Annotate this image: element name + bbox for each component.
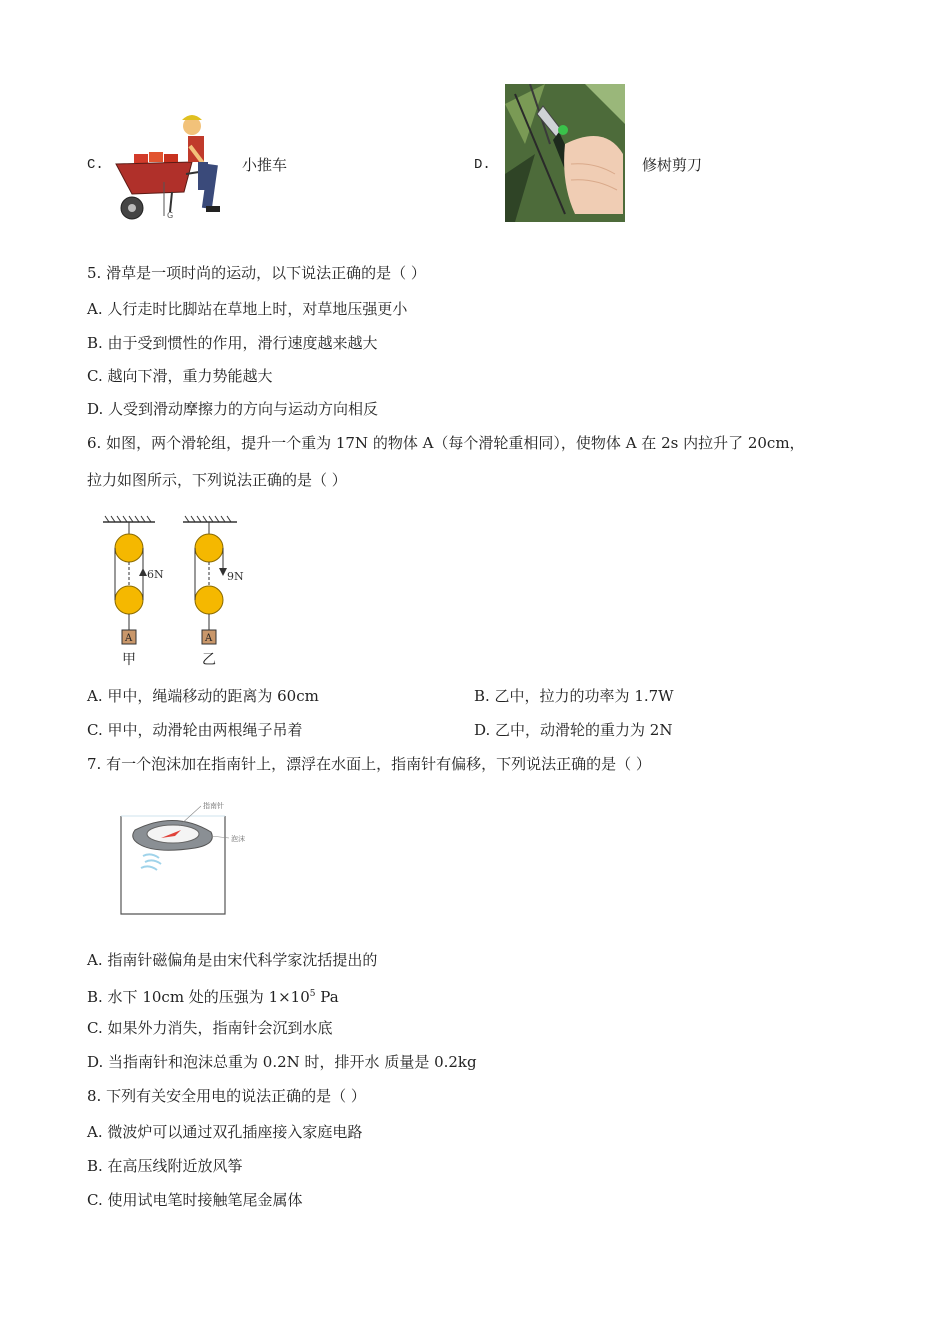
q6-option-b: B. 乙中，拉力的功率为 1.7W [474, 687, 674, 705]
q6-stem-line2: 拉力如图所示，下列说法正确的是（ ） [87, 471, 347, 489]
needle-label: 指南针 [203, 802, 224, 810]
q4-option-d-text: 修树剪刀 [642, 156, 703, 174]
q6-option-d: D. 乙中，动滑轮的重力为 2N [474, 721, 673, 739]
wheelbarrow-image [112, 112, 234, 224]
q5-option-c: C. 越向下滑，重力势能越大 [87, 367, 273, 385]
pulley-system-diagram [95, 512, 255, 672]
q7-option-c: C. 如果外力消失，指南针会沉到水底 [87, 1019, 333, 1037]
q8-stem: 8. 下列有关安全用电的说法正确的是（ ） [87, 1087, 366, 1105]
q5-option-b: B. 由于受到惯性的作用，滑行速度越来越大 [87, 334, 378, 352]
left-movable-pulley [115, 586, 143, 614]
q4-option-c-letter: C. [87, 157, 104, 173]
right-fixed-pulley [195, 534, 223, 562]
q7-option-a: A. 指南针磁偏角是由宋代科学家沈括提出的 [87, 951, 378, 969]
q6-option-c: C. 甲中，动滑轮由两根绳子吊着 [87, 721, 303, 739]
q6-option-a: A. 甲中，绳端移动的距离为 60cm [87, 687, 319, 705]
left-force-label: 6N [147, 568, 164, 581]
right-weight-label: A [205, 633, 213, 644]
right-movable-pulley [195, 586, 223, 614]
q5-stem: 5. 滑草是一项时尚的运动，以下说法正确的是（ ） [87, 264, 426, 282]
foam-label: 泡沫 [231, 835, 245, 843]
q5-option-a: A. 人行走时比脚站在草地上时，对草地压强更小 [87, 300, 408, 318]
q8-option-b: B. 在高压线附近放风筝 [87, 1157, 243, 1175]
svg-text:G: G [167, 211, 174, 220]
right-ceiling-hatch [183, 516, 237, 522]
left-weight-label: A [125, 633, 133, 644]
q8-option-c: C. 使用试电笔时接触笔尾金属体 [87, 1191, 303, 1209]
q4-option-c-text: 小推车 [242, 156, 288, 174]
q7-stem: 7. 有一个泡沫加在指南针上，漂浮在水面上，指南针有偏移，下列说法正确的是（ ） [87, 755, 651, 773]
compass-float-diagram [115, 796, 265, 920]
left-ceiling-hatch [103, 516, 155, 522]
q4-option-d-letter: D. [474, 157, 491, 173]
q7-option-b-exponent: 5 [309, 989, 316, 999]
left-caption: 甲 [122, 652, 136, 668]
right-force-label: 9N [227, 570, 244, 583]
q5-option-d: D. 人受到滑动摩擦力的方向与运动方向相反 [87, 400, 379, 418]
right-caption: 乙 [202, 652, 216, 668]
q7-option-b-post: Pa [315, 988, 339, 1006]
q7-option-b-pre: B. 水下 10cm 处的压强为 1×10 [87, 988, 310, 1006]
left-fixed-pulley [115, 534, 143, 562]
q7-option-b [87, 984, 339, 1007]
q6-stem-line1: 6. 如图，两个滑轮组，提升一个重为 17N 的物体 A（每个滑轮重相同），使物体 A 在 2s 内拉升了 20cm， [87, 434, 805, 452]
q8-option-a: A. 微波炉可以通过双孔插座接入家庭电路 [87, 1123, 363, 1141]
pruning-shears-image [505, 84, 625, 222]
q7-option-d: D. 当指南针和泡沫总重为 0.2N 时，排开水 质量是 0.2kg [87, 1053, 477, 1071]
